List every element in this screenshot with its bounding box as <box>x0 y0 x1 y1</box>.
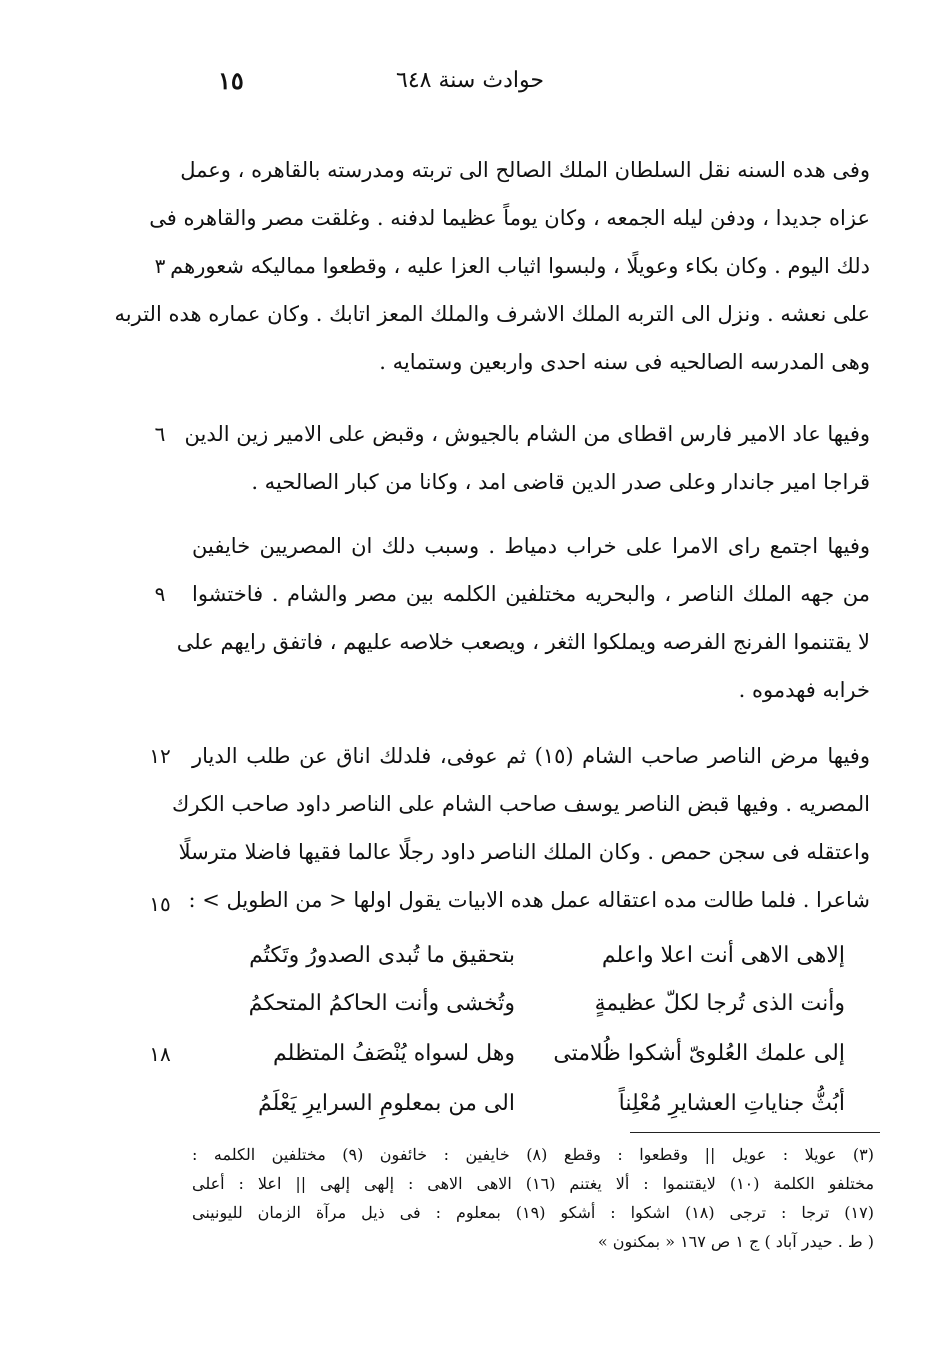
text-line: وفيها اجتمع راى الامرا على خراب دمياط . وسبب دلك ان المصريين خايفين <box>192 534 870 558</box>
text-line: عزاه جديدا ، ودفن ليله الجمعه ، وكان يوماً عظيما لدفنه . وغلقت مصر والقاهره فى <box>149 206 870 230</box>
text-line: وفيها مرض الناصر صاحب الشام (١٥) ثم عوفى، فلدلك اناق عن طلب الديار <box>192 744 870 768</box>
verse-first-hemistich: إلى علمك العُلوىّ أشكوا ظُلامتى <box>553 1041 845 1066</box>
paragraph-3 <box>176 522 870 714</box>
verse-line <box>215 932 845 980</box>
verse-line <box>215 980 845 1028</box>
text-line: وفى هده السنه نقل السلطان الملك الصالح الى تربته ومدرسته بالقاهره ، وعمل <box>180 158 870 182</box>
text-line: وهى المدرسه الصالحيه فى سنه احدى واربعين وستمايه . <box>379 350 870 374</box>
text-line: على نعشه . ونزل الى التربه الملك الاشرف والملك المعز اتابك . وكان عماره هده التربه <box>114 302 870 326</box>
text-line: لا يقتنموا الفرنج الفرصه ويملكوا الثغر ، ويصعب خلاصه عليهم ، فاتفق رايهم على <box>176 630 870 654</box>
text-line: المصريه . وفيها قبض الناصر يوسف صاحب الشام على الناصر داود صاحب الكرك <box>172 792 870 816</box>
footnote-line: (٣) عويلا : عويل || وقطعوا : وقطع (٨) خايفين : خائفون (٩) مختلفين الكلمه : <box>192 1145 875 1164</box>
line-number: ٣ <box>154 254 166 278</box>
footnote-line: مختلفو الكلمة (١٠) لايقتنموا : ألا يغتنم (١٦) الاهى الاهى : إلهى إلهى || اعلا : أعلى <box>192 1174 875 1193</box>
line-number: ١٢ <box>149 744 171 768</box>
verse-line <box>215 1080 845 1128</box>
line-number: ١٨ <box>149 1042 171 1066</box>
line-number: ١٥ <box>149 892 171 916</box>
text-line: وفيها عاد الامير فارس اقطاى من الشام بالجيوش ، وقبض على الامير زين الدين <box>184 422 870 446</box>
footnote-line: ( ط . حيدر آباد ) ج ١ ص ١٦٧ « بمكنون » <box>597 1232 874 1251</box>
text-line: دلك اليوم . وكان بكاء وعويلًا ، ولبسوا اثياب العزا عليه ، وقطعوا مماليكه شعورهم <box>170 254 870 278</box>
text-line: خرابه فهدموه . <box>738 678 870 702</box>
line-number: ٩ <box>154 582 166 606</box>
paragraph-4 <box>172 732 870 924</box>
text-line: واعتقله فى سجن حمص . وكان الملك الناصر داود رجلًا عالما فقيها فاضلا مترسلًا <box>178 840 870 864</box>
footnotes <box>192 1140 874 1256</box>
verse-second-hemistich: بتحقيق ما تُبدى الصدورُ وتَكتُم <box>249 943 515 968</box>
page-header <box>0 62 940 102</box>
text-line: قراجا امير جاندار وعلى صدر الدين قاضى امد ، وكانا من كبار الصالحيه . <box>251 470 870 494</box>
verse-line <box>215 1030 845 1078</box>
verse-first-hemistich: وأنت الذى تُرجا لكلّ عظيمةٍ <box>594 991 845 1016</box>
verse-second-hemistich: وتُخشى وأنت الحاكمُ المتحكمُ <box>248 991 515 1016</box>
text-line: شاعرا . فلما طالت مده اعتقاله عمل هده الابيات يقول اولها < من الطويل > : <box>188 888 870 912</box>
verse-second-hemistich: وهل لسواه يُنْصَفُ المتظلم <box>273 1041 515 1066</box>
verse-first-hemistich: إلاهى الاهى أنت اعلا واعلم <box>601 943 845 968</box>
running-title: حوادث سنة ٦٤٨ <box>396 68 544 93</box>
footnote-divider <box>630 1132 880 1133</box>
page-number: ١٥ <box>218 66 244 95</box>
paragraph-2 <box>184 410 870 506</box>
verse-second-hemistich: الى من بمعلومِ السرايرِ يَعْلَمُ <box>258 1091 515 1116</box>
paragraph-1 <box>114 146 870 386</box>
line-number: ٦ <box>154 422 166 446</box>
footnote-line: (١٧) ترجا : ترجى (١٨) اشكوا : أشكو (١٩) بمعلوم : فى ذيل مرآة الزمان لليونينى <box>192 1203 874 1222</box>
text-line: من جهه الملك الناصر ، والبحريه مختلفين الكلمه بين مصر والشام . فاختشوا <box>192 582 870 606</box>
verse-first-hemistich: أبُثُّ جناياتِ العشايرِ مُعْلِناً <box>618 1091 845 1116</box>
